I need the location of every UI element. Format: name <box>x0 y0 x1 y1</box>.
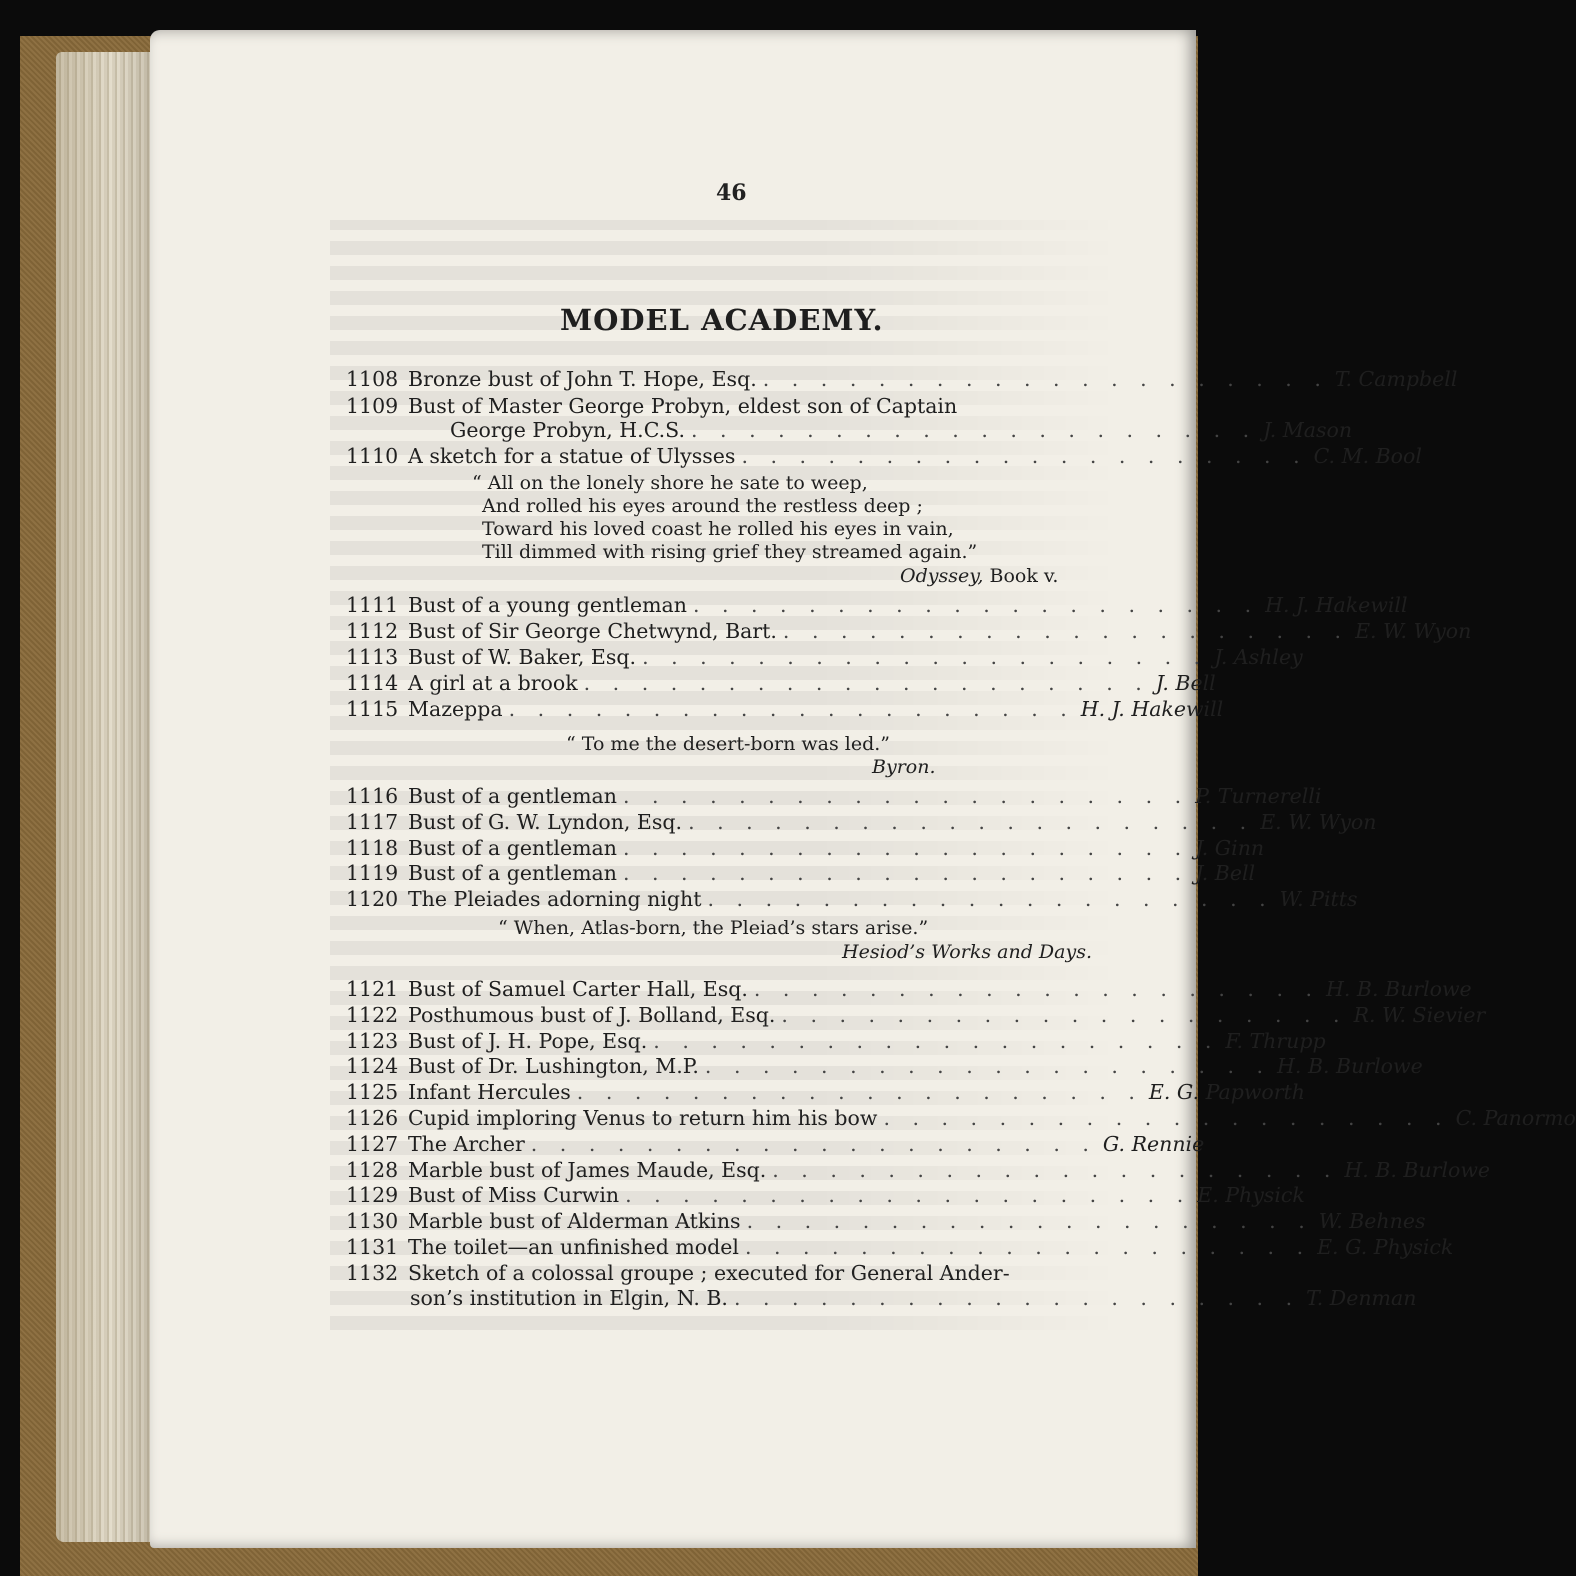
section-heading: MODEL ACADEMY. <box>560 303 884 337</box>
entry-artist: P. Turnerelli <box>1195 784 1322 808</box>
entry-number: 1121 <box>346 977 399 1001</box>
catalogue-entry <box>346 861 1256 887</box>
entry-title: Bust of a young gentleman <box>408 593 687 617</box>
verse-line: “ All on the lonely shore he sate to weep, <box>472 472 868 494</box>
leader-dots: . . . . . . . . . . . . . . . . . . . . <box>622 784 1190 808</box>
entry-number: 1129 <box>346 1183 399 1207</box>
leader-dots: . . . . . . . . . . . . . . . . . . . . <box>733 1286 1301 1310</box>
entry-title: Bust of G. W. Lyndon, Esq. <box>408 810 683 834</box>
entry-artist: J. Ginn <box>1195 836 1265 860</box>
entry-title: Bust of Master George Probyn, eldest son of Captain <box>408 394 958 418</box>
entry-number: 1112 <box>346 619 399 643</box>
leader-dots: . . . . . . . . . . . . . . . . . . . . <box>744 1235 1312 1259</box>
entry-artist: H. B. Burlowe <box>1344 1158 1491 1182</box>
leader-dots: . . . . . . . . . . . . . . . . . . . . <box>692 593 1260 617</box>
verse-line: “ To me the desert-born was led.” <box>566 733 891 755</box>
leader-dots: . . . . . . . . . . . . . . . . . . . . <box>622 836 1190 860</box>
leader-dots: . . . . . . . . . . . . . . . . . . . . <box>688 810 1255 834</box>
catalogue-entry <box>346 1029 1326 1055</box>
leader-dots: . . . . . . . . . . . . . . . . . . . . <box>530 1132 1097 1156</box>
leader-dots: . . . . . . . . . . . . . . . . . . . . <box>753 977 1321 1001</box>
leader-dots: . . . . . . . . . . . . . . . . . . . . <box>782 619 1350 643</box>
verse-line: And rolled his eyes around the restless deep ; <box>482 495 923 517</box>
catalogue-entry <box>346 1235 1454 1261</box>
entry-title: Bust of Miss Curwin <box>408 1183 620 1207</box>
entry-title: Infant Hercules <box>408 1080 571 1104</box>
catalogue-entry <box>346 1209 1426 1235</box>
catalogue-entry <box>346 1054 1423 1080</box>
entry-artist: H. J. Hakewill <box>1080 697 1224 721</box>
entry-title: Bust of Sir George Chetwynd, Bart. <box>408 619 777 643</box>
leader-dots: . . . . . . . . . . . . . . . . . . . . <box>746 1209 1313 1233</box>
entry-continuation <box>410 1286 1417 1310</box>
catalogue-entry <box>346 810 1377 836</box>
entry-number: 1128 <box>346 1158 399 1182</box>
leader-dots: . . . . . . . . . . . . . . . . . . . . <box>653 1029 1220 1053</box>
entry-artist: J. Ashley <box>1214 645 1303 669</box>
entry-number: 1130 <box>346 1209 399 1233</box>
entry-artist: C. Panormo <box>1455 1106 1576 1130</box>
catalogue-entry <box>346 1080 1305 1106</box>
entry-number: 1110 <box>346 444 399 468</box>
entry-artist: G. Rennie <box>1102 1132 1205 1156</box>
entry-title: Sketch of a colossal groupe ; executed for General Ander- <box>408 1261 1010 1285</box>
entry-number: 1120 <box>346 887 399 911</box>
catalogue-entry <box>346 836 1265 862</box>
catalogue-entry <box>346 1183 1305 1209</box>
entry-number: 1119 <box>346 861 399 885</box>
entry-number: 1127 <box>346 1132 399 1156</box>
entry-artist: J. Bell <box>1155 671 1216 695</box>
entry-title: Bust of W. Baker, Esq. <box>408 645 637 669</box>
entry-number: 1122 <box>346 1003 399 1027</box>
entry-title: The Pleiades adorning night <box>408 887 702 911</box>
entry-artist: C. M. Bool <box>1313 444 1422 468</box>
entry-artist: F. Thrupp <box>1225 1029 1326 1053</box>
leader-dots: . . . . . . . . . . . . . . . . . . . . <box>707 887 1274 911</box>
verse-line: “ When, Atlas-born, the Pleiad’s stars arise.” <box>498 917 929 939</box>
entry-title: Bust of a gentleman <box>408 784 617 808</box>
entry-title: Bust of a gentleman <box>408 861 617 885</box>
catalogue-entry <box>346 1106 1576 1132</box>
entry-number: 1132 <box>346 1261 399 1285</box>
entry-artist: T. Denman <box>1306 1286 1417 1310</box>
entry-number: 1114 <box>346 671 399 695</box>
entry-continuation <box>450 418 1353 442</box>
entry-title: The toilet—an unfinished model <box>408 1235 739 1259</box>
entry-title: Marble bust of James Maude, Esq. <box>408 1158 767 1182</box>
verse-line: Till dimmed with rising grief they streamed again.” <box>482 541 978 563</box>
entry-artist: E. G. Papworth <box>1148 1080 1305 1104</box>
citation-work: Odyssey, <box>900 565 984 587</box>
catalogue-entry <box>346 697 1224 723</box>
entry-number: 1131 <box>346 1235 399 1259</box>
leader-dots: . . . . . . . . . . . . . . . . . . . . <box>508 697 1075 721</box>
catalogue-entry <box>346 593 1408 619</box>
catalogue-entry <box>346 1003 1486 1029</box>
leader-dots: . . . . . . . . . . . . . . . . . . . . <box>583 671 1150 695</box>
entry-title: Bronze bust of John T. Hope, Esq. <box>408 367 757 391</box>
entry-artist: E. W. Wyon <box>1355 619 1472 643</box>
catalogue-entry <box>346 784 1322 810</box>
entry-artist: H. B. Burlowe <box>1326 977 1472 1001</box>
entry-artist: H. J. Hakewill <box>1265 593 1408 617</box>
entry-title: Marble bust of Alderman Atkins <box>408 1209 741 1233</box>
entry-artist: J. Mason <box>1263 418 1353 442</box>
verse-line: Toward his loved coast he rolled his eyes in vain, <box>482 518 954 540</box>
entry-title: Cupid imploring Venus to return him his bow <box>408 1106 878 1130</box>
entry-number: 1117 <box>346 810 399 834</box>
entry-artist: T. Campbell <box>1334 367 1458 391</box>
entry-artist: R. W. Sievier <box>1353 1003 1486 1027</box>
citation-book: Book v. <box>989 565 1059 587</box>
entry-title: Bust of Dr. Lushington, M.P. <box>408 1054 699 1078</box>
entry-number: 1111 <box>346 593 399 617</box>
leader-dots: . . . . . . . . . . . . . . . . . . . . <box>704 1054 1272 1078</box>
entry-number: 1124 <box>346 1054 399 1078</box>
entry-artist: W. Behnes <box>1318 1209 1426 1233</box>
catalogue-entry <box>346 671 1216 697</box>
leader-dots: . . . . . . . . . . . . . . . . . . . . <box>883 1106 1450 1130</box>
entry-number: 1126 <box>346 1106 399 1130</box>
leader-dots: . . . . . . . . . . . . . . . . . . . . <box>772 1158 1339 1182</box>
entry-number: 1108 <box>346 367 399 391</box>
leader-dots: . . . . . . . . . . . . . . . . . . . . <box>622 861 1190 885</box>
catalogue-entry <box>346 619 1472 645</box>
catalogue-entry <box>346 1132 1205 1158</box>
entry-title-continued: son’s institution in Elgin, N. B. <box>410 1286 728 1310</box>
entry-number: 1109 <box>346 394 399 418</box>
leader-dots: . . . . . . . . . . . . . . . . . . . . <box>741 444 1308 468</box>
entry-artist: H. B. Burlowe <box>1277 1054 1423 1078</box>
entry-title: Mazeppa <box>408 697 503 721</box>
verse-citation <box>900 565 1058 587</box>
entry-title: The Archer <box>408 1132 525 1156</box>
entry-title: A sketch for a statue of Ulysses <box>408 444 736 468</box>
entry-artist: W. Pitts <box>1279 887 1358 911</box>
catalogue-entry <box>346 394 1118 420</box>
catalogue-entry <box>346 444 1422 470</box>
catalogue-entry <box>346 645 1303 671</box>
entry-number: 1113 <box>346 645 399 669</box>
entry-artist: E. Physick <box>1197 1183 1305 1207</box>
entry-number: 1123 <box>346 1029 399 1053</box>
leader-dots: . . . . . . . . . . . . . . . . . . . . <box>576 1080 1143 1104</box>
verse-citation: Hesiod’s Works and Days. <box>842 941 1092 963</box>
entry-artist: E. G. Physick <box>1317 1235 1454 1259</box>
verse-citation: Byron. <box>872 756 936 778</box>
leader-dots: . . . . . . . . . . . . . . . . . . . . <box>691 418 1258 442</box>
entry-number: 1118 <box>346 836 399 860</box>
entry-title: Posthumous bust of J. Bolland, Esq. <box>408 1003 776 1027</box>
leader-dots: . . . . . . . . . . . . . . . . . . . . <box>781 1003 1348 1027</box>
catalogue-entry <box>346 1158 1491 1184</box>
catalogue-entry <box>346 1261 1118 1287</box>
entry-title: Bust of J. H. Pope, Esq. <box>408 1029 648 1053</box>
entry-number: 1115 <box>346 697 399 721</box>
entry-title-continued: George Probyn, H.C.S. <box>450 418 685 442</box>
entry-artist: J. Bell <box>1195 861 1256 885</box>
entry-title: Bust of Samuel Carter Hall, Esq. <box>408 977 748 1001</box>
entry-title: A girl at a brook <box>408 671 578 695</box>
catalogue-entry <box>346 977 1472 1003</box>
page-number: 46 <box>716 180 747 206</box>
catalogue-entry <box>346 367 1458 393</box>
entry-number: 1116 <box>346 784 399 808</box>
entry-number: 1125 <box>346 1080 399 1104</box>
entry-artist: E. W. Wyon <box>1260 810 1377 834</box>
leader-dots: . . . . . . . . . . . . . . . . . . . . <box>762 367 1329 391</box>
entry-title: Bust of a gentleman <box>408 836 617 860</box>
catalogue-entry <box>346 887 1358 913</box>
leader-dots: . . . . . . . . . . . . . . . . . . . . <box>625 1183 1192 1207</box>
leader-dots: . . . . . . . . . . . . . . . . . . . . <box>642 645 1209 669</box>
